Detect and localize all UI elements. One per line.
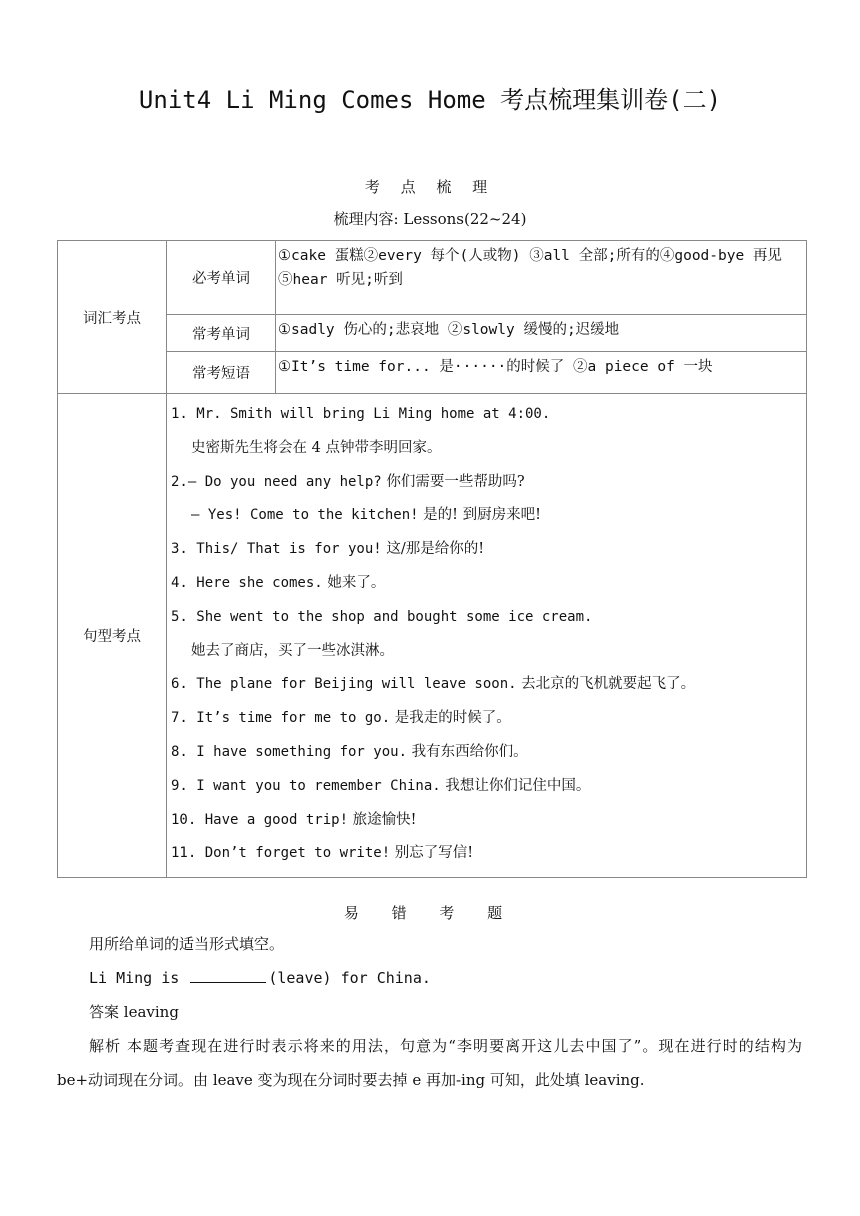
row-value: ①It’s time for... 是······的时候了 ②a piece of 一块	[276, 352, 807, 394]
sentence-line: — Yes! Come to the kitchen! 是的! 到厨房来吧!	[191, 507, 541, 524]
section-heading-review: 考 点 梳 理	[364, 178, 496, 196]
table-row	[58, 352, 807, 394]
sentence-line: 9. I want you to remember China. 我想让你们记住中国。	[171, 777, 591, 794]
answer-blank	[190, 968, 266, 983]
row-value: ①sadly 伤心的;悲哀地 ②slowly 缓慢的;迟缓地	[276, 314, 807, 351]
sentence-line: 1. Mr. Smith will bring Li Ming home at 4:00.	[171, 406, 551, 422]
sentence-line: 她去了商店，买了一些冰淇淋。	[191, 642, 394, 659]
analysis-text: 解析 本题考查现在进行时表示将来的用法，句意为“李明要离开这儿去中国了”。现在进行时的结构为 be+动词现在分词。由 leave 变为现在分词时要去掉 e 再加-ing 可知，此处填 leaving.	[57, 1037, 802, 1089]
sentences-cell	[167, 394, 807, 878]
sentence-line: 4. Here she comes. 她来了。	[171, 574, 386, 591]
sentence-line: 10. Have a good trip! 旅途愉快!	[171, 811, 417, 828]
section-heading-errors: 易 错 考 题	[343, 904, 517, 922]
table-row	[58, 241, 807, 315]
page-title: Unit4 Li Ming Comes Home 考点梳理集训卷(二)	[138, 86, 722, 114]
question-line: Li Ming is (leave) for China.	[89, 969, 431, 987]
row-label: 必考单词	[167, 241, 276, 315]
sentence-line: 7. It’s time for me to go. 是我走的时候了。	[171, 710, 511, 727]
sentence-line: 3. This/ That is for you! 这/那是给你的!	[171, 541, 485, 558]
review-content-line: 梳理内容: Lessons(22~24)	[333, 210, 527, 228]
sentence-line: 11. Don’t forget to write! 别忘了写信!	[171, 845, 474, 862]
review-table	[57, 240, 807, 878]
sentence-line: 5. She went to the shop and bought some ice cream.	[171, 608, 593, 625]
row-label: 常考单词	[167, 314, 276, 351]
table-row	[58, 394, 807, 878]
table-row	[58, 314, 807, 351]
sentence-line: 8. I have something for you. 我有东西给你们。	[171, 743, 528, 760]
category-vocab: 词汇考点	[58, 241, 167, 394]
instruction-text: 用所给单词的适当形式填空。	[89, 935, 285, 953]
category-sentences: 句型考点	[58, 394, 167, 878]
sentence-line: 史密斯先生将会在 4 点钟带李明回家。	[191, 439, 442, 456]
row-label: 常考短语	[167, 352, 276, 394]
sentence-line: 6. The plane for Beijing will leave soon. 去北京的飞机就要起飞了。	[171, 676, 696, 693]
sentence-line: 2.— Do you need any help? 你们需要一些帮助吗?	[171, 473, 525, 490]
answer-text: 答案 leaving	[89, 1003, 179, 1021]
row-value: ①cake 蛋糕②every 每个(人或物) ③all 全部;所有的④good-bye 再见⑤hear 听见;听到	[276, 241, 807, 315]
